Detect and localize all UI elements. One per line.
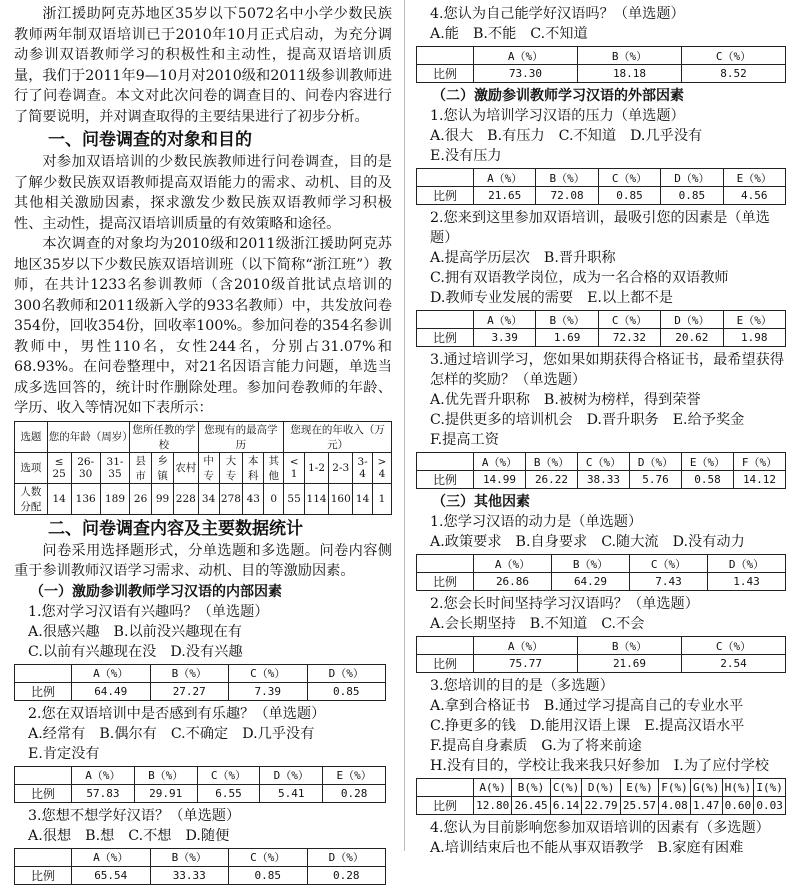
count-cell: 34 [198, 483, 219, 514]
percent-cell: 1.69 [536, 329, 598, 347]
table-header-row [417, 47, 786, 65]
other-question-1-table [416, 554, 786, 591]
question-1-table [14, 664, 386, 701]
table-row [15, 452, 392, 483]
empty-cell [417, 47, 474, 65]
column-header: A（%） [474, 453, 526, 471]
option-item: C.以前有兴趣现在没 [28, 643, 157, 660]
percent-cell: 6.14 [550, 797, 582, 815]
option-item: D.随便 [185, 827, 230, 844]
subjects-paragraph: 本次调查的对象均为2010级和2011级浙江援助阿克苏地区35岁以下少数民族双语培训班（以下简称“浙江班”）教师，在共计1233名参训教师（含2010级首批试点培训的300名教师和2011级新入学的933名教师）中，共发放问卷354份，回收354份，回收率100%。参加问卷的354名参训教师中，男性110名，女性244名，分别占31.07%和68.93%。在问卷整理中，对21名因语言能力问题，单选当成多选回答的，统计时作删除处理。参加问卷教师的年龄、学历、收入等情况如下表所示： [14, 236, 392, 416]
option-cell: 县市 [130, 452, 152, 483]
option-cell: ≤ 25 [47, 452, 71, 483]
percent-cell: 0.85 [229, 866, 308, 884]
column-header: A（%） [474, 169, 536, 187]
percent-cell: 7.43 [630, 573, 708, 591]
column-header: B（%） [552, 555, 630, 573]
count-cell: 160 [329, 483, 353, 514]
external-question-3-options [416, 390, 788, 450]
option-item: E.以上都不是 [587, 290, 673, 306]
option-item: B.被树为榜样，得到荣誉 [543, 392, 701, 408]
percent-cell: 0.28 [323, 784, 386, 802]
subsection-heading-other: （三）其他因素 [432, 494, 530, 510]
option-cell: 大专 [219, 452, 243, 483]
option-item: B.自身要求 [515, 534, 588, 550]
section-heading-2: 二、问卷调查内容及主要数据统计 [48, 518, 303, 539]
table-row [15, 784, 386, 802]
question-4: 4.您认为自己能学好汉语吗？（单选题） [430, 6, 685, 22]
option-cell: 其他 [264, 452, 284, 483]
table-row [417, 65, 786, 83]
percent-cell: 0.85 [598, 187, 660, 205]
percent-cell: 64.49 [72, 682, 151, 700]
column-header: E（%） [682, 453, 734, 471]
percent-cell: 0.03 [754, 797, 786, 815]
option-item: A.很想 [28, 827, 72, 844]
column-header: C（%） [197, 766, 260, 784]
empty-cell [417, 169, 474, 187]
empty-cell [15, 664, 72, 682]
column-header: G(%) [690, 779, 722, 797]
count-cell: 26 [130, 483, 152, 514]
percent-cell: 0.85 [307, 682, 386, 700]
column-header: B（%） [536, 311, 598, 329]
percent-cell: 12.80 [474, 797, 512, 815]
percent-cell: 29.91 [134, 784, 197, 802]
table-row [417, 471, 786, 489]
option-cell: 本科 [243, 452, 264, 483]
table-header-row [15, 664, 386, 682]
purpose-paragraph: 对参加双语培训的少数民族教师进行问卷调查，目的是了解少数民族双语教师提高双语能力的需求、动机、目的及其他相关激励因素，探求激发少数民族双语教师学习积极性、主动性，提高汉语培训质量的有效策略和途径。 [14, 154, 392, 232]
question-2: 2.您在双语培训中是否感到有乐趣？（单选题） [28, 705, 326, 722]
ratio-label: 比例 [417, 573, 474, 591]
option-item: B.通过学习提高自己的专业水平 [543, 698, 744, 714]
option-cell: > 4 [372, 452, 391, 483]
column-header: B（%） [150, 664, 229, 682]
ratio-label: 比例 [417, 187, 474, 205]
row-label: 人数分配 [15, 483, 48, 514]
percent-cell: 1.98 [723, 329, 785, 347]
percent-cell: 8.52 [682, 65, 786, 83]
column-header: B（%） [526, 453, 578, 471]
subsection-heading-external: （二）激励参训教师学习汉语的外部因素 [432, 88, 684, 104]
external-question-2-table [416, 310, 786, 347]
option-cell: 31-35 [100, 452, 129, 483]
ratio-label: 比例 [417, 655, 474, 673]
external-question-3: 3.通过培训学习，您如果如期获得合格证书，最希望获得怎样的奖励？（单选题） [430, 352, 785, 388]
table-header: 您现在的年收入（万元） [284, 421, 392, 452]
column-header: C（%） [229, 848, 308, 866]
option-item: F.提高自身素质 [430, 738, 528, 754]
percent-cell: 21.69 [578, 655, 682, 673]
option-item: D.没有动力 [672, 534, 745, 550]
percent-cell: 0.60 [722, 797, 754, 815]
option-item: F.提高工资 [430, 432, 499, 448]
question-2-options [14, 724, 392, 764]
percent-cell: 72.08 [536, 187, 598, 205]
column-header: D（%） [630, 453, 682, 471]
column-header: B(%) [512, 779, 550, 797]
other-question-2: 2.您会长时间坚持学习汉语吗？（单选题） [430, 596, 699, 612]
external-question-2-options [416, 248, 788, 308]
percent-cell: 20.62 [661, 329, 723, 347]
option-item: C.拥有双语教学岗位，成为一名合格的双语教师 [430, 270, 729, 286]
other-question-3-table [416, 778, 786, 815]
other-question-4: 4.您认为目前影响您参加双语培训的因素有（多选题） [430, 820, 770, 836]
table-row [15, 483, 392, 514]
column-header: F(%) [659, 779, 691, 797]
count-cell: 1 [372, 483, 391, 514]
percent-cell: 26.22 [526, 471, 578, 489]
percent-cell: 1.47 [690, 797, 722, 815]
option-cell: 中专 [198, 452, 219, 483]
right-column [406, 0, 802, 858]
table-header-row [417, 779, 786, 797]
question-2-table [14, 766, 386, 803]
count-cell: 43 [243, 483, 264, 514]
other-question-2-options [416, 614, 788, 634]
other-question-1-options [416, 532, 788, 552]
option-item: C.不知道 [558, 128, 617, 144]
table-row [417, 187, 786, 205]
other-question-1: 1.您学习汉语的动力是（单选题） [430, 514, 643, 530]
external-question-1-options [416, 126, 788, 166]
count-cell: 189 [100, 483, 129, 514]
column-divider [404, 0, 405, 851]
option-item: E.没有压力 [430, 148, 502, 164]
option-item: A.很感兴趣 [28, 623, 100, 640]
percent-cell: 7.39 [229, 682, 308, 700]
count-cell: 99 [152, 483, 174, 514]
percent-cell: 6.55 [197, 784, 260, 802]
table-row [15, 682, 386, 700]
external-question-3-table [416, 452, 786, 489]
percent-cell: 25.57 [620, 797, 658, 815]
option-item: D.没有兴趣 [170, 643, 243, 660]
percent-cell: 18.18 [578, 65, 682, 83]
question-1: 1.您对学习汉语有兴趣吗？（单选题） [28, 603, 269, 620]
subsection-heading-internal: （一）激励参训教师学习汉语的内部因素 [30, 583, 282, 600]
column-header: C（%） [630, 555, 708, 573]
question-3-options [14, 826, 392, 846]
percent-cell: 64.29 [552, 573, 630, 591]
percent-cell: 26.86 [474, 573, 552, 591]
count-cell: 55 [284, 483, 305, 514]
option-cell: 1-2 [304, 452, 328, 483]
option-item: C.不会 [601, 616, 645, 632]
option-item: B.不能 [472, 26, 517, 42]
percent-cell: 2.54 [682, 655, 786, 673]
option-cell: 乡镇 [152, 452, 174, 483]
count-cell: 228 [174, 483, 199, 514]
option-cell: < 1 [284, 452, 305, 483]
demographics-table [14, 421, 392, 515]
column-header: D（%） [661, 169, 723, 187]
column-header: C（%） [598, 311, 660, 329]
percent-cell: 3.39 [474, 329, 536, 347]
table-header: 您的年龄（周岁） [47, 421, 129, 452]
external-question-1: 1.您认为培训学习汉语的压力（单选题） [430, 108, 685, 124]
column-header: C（%） [229, 664, 308, 682]
option-item: A.能 [430, 26, 459, 42]
option-item: G.为了将来前途 [541, 738, 642, 754]
option-item: B.家庭有困难 [657, 840, 744, 856]
option-item: A.会长期坚持 [430, 616, 516, 632]
question-4-table [416, 46, 786, 83]
table-header-row [417, 169, 786, 187]
option-item: C.提供更多的培训机会 [430, 412, 573, 428]
count-cell: 0 [264, 483, 284, 514]
empty-cell [15, 766, 72, 784]
option-item: B.想 [85, 827, 115, 844]
percent-cell: 33.33 [150, 866, 229, 884]
count-cell: 278 [219, 483, 243, 514]
ratio-label: 比例 [417, 797, 474, 815]
option-item: C.不想 [128, 827, 172, 844]
percent-cell: 1.43 [708, 573, 786, 591]
external-question-1-table [416, 168, 786, 205]
empty-cell [417, 779, 474, 797]
column-header: C（%） [578, 453, 630, 471]
option-item: H.没有目的，学校让我来我只好参加 [430, 758, 660, 774]
option-item: A.很大 [430, 128, 474, 144]
percent-cell: 14.99 [474, 471, 526, 489]
table-header-row [417, 453, 786, 471]
column-header: A（%） [72, 664, 151, 682]
column-header: B（%） [150, 848, 229, 866]
option-item: A.培训结束后也不能从事双语教学 [430, 840, 644, 856]
table-header-row [417, 637, 786, 655]
option-cell: 3-4 [353, 452, 373, 483]
column-header: E（%） [323, 766, 386, 784]
other-question-3: 3.您培训的目的是（多选题） [430, 678, 614, 694]
column-header: A（%） [72, 766, 135, 784]
percent-cell: 38.33 [578, 471, 630, 489]
empty-cell [417, 453, 474, 471]
ratio-label: 比例 [417, 65, 474, 83]
column-header: B（%） [578, 47, 682, 65]
empty-cell [417, 311, 474, 329]
percent-cell: 73.30 [474, 65, 578, 83]
table-row [417, 573, 786, 591]
percent-cell: 22.79 [582, 797, 620, 815]
percent-cell: 5.41 [260, 784, 323, 802]
percent-cell: 0.85 [661, 187, 723, 205]
column-header: C（%） [682, 637, 786, 655]
table-row [417, 329, 786, 347]
option-item: B.有压力 [487, 128, 545, 144]
column-header: A（%） [474, 637, 578, 655]
option-item: A.经常有 [28, 725, 86, 742]
percent-cell: 21.65 [474, 187, 536, 205]
option-item: D.晋升职务 [586, 412, 659, 428]
question-3: 3.您想不想学好汉语？（单选题） [28, 807, 241, 824]
column-header: C（%） [682, 47, 786, 65]
option-item: B.以前没兴趣现在有 [113, 623, 242, 640]
external-question-2: 2.您来到这里参加双语培训，最吸引您的因素是（单选题） [430, 210, 770, 246]
row-label: 选项 [15, 452, 48, 483]
table-header: 您所任教的学校 [130, 421, 198, 452]
column-header: D（%） [260, 766, 323, 784]
table-row [417, 797, 786, 815]
column-header: D（%） [661, 311, 723, 329]
column-header: C(%) [550, 779, 582, 797]
intro-paragraph: 浙江援助阿克苏地区35岁以下5072名中小学少数民族教师两年制双语培训已于2010年10月正式启动，为充分调动参训双语教师学习的积极性和主动性，提高双语培训质量，我们于2011年9—10月对2010级和2011级参训教师进行了问卷调查。本文对此次问卷的调查目的、问卷内容进行了简要说明，并对调查取得的主要结果进行了初步分析。 [14, 6, 392, 125]
question-1-options [14, 622, 392, 662]
column-header: D（%） [307, 848, 386, 866]
column-header: E（%） [723, 311, 785, 329]
section-heading-1: 一、问卷调查的对象和目的 [48, 130, 252, 150]
table-header: 选题 [15, 421, 48, 452]
option-item: C.不确定 [170, 725, 229, 742]
question-3-table [14, 848, 386, 885]
column-header: A（%） [72, 848, 151, 866]
option-item: B.不知道 [529, 616, 588, 632]
column-header: B（%） [134, 766, 197, 784]
option-item: B.晋升职称 [543, 250, 616, 266]
column-header: F（%） [734, 453, 786, 471]
other-question-4-options [416, 838, 788, 858]
percent-cell: 0.58 [682, 471, 734, 489]
option-item: B.偶尔有 [99, 725, 157, 742]
table-header: 您现有的最高学历 [198, 421, 284, 452]
other-question-3-options [416, 696, 788, 776]
option-item: C.挣更多的钱 [430, 718, 516, 734]
option-item: E.给予奖金 [672, 412, 745, 428]
option-item: D.几乎没有 [630, 128, 703, 144]
column-header: C（%） [598, 169, 660, 187]
empty-cell [417, 637, 474, 655]
percent-cell: 65.54 [72, 866, 151, 884]
column-header: D（%） [307, 664, 386, 682]
table-row [15, 866, 386, 884]
column-header: D(%) [582, 779, 620, 797]
column-header: D（%） [708, 555, 786, 573]
table-row [417, 655, 786, 673]
option-item: A.提高学历层次 [430, 250, 530, 266]
ratio-label: 比例 [15, 682, 72, 700]
percent-cell: 4.08 [659, 797, 691, 815]
option-item: C.随大流 [601, 534, 659, 550]
count-cell: 14 [353, 483, 373, 514]
ratio-label: 比例 [417, 471, 474, 489]
empty-cell [417, 555, 474, 573]
percent-cell: 72.32 [598, 329, 660, 347]
column-header: A（%） [474, 311, 536, 329]
ratio-label: 比例 [15, 784, 72, 802]
count-cell: 136 [71, 483, 100, 514]
table-header-row [417, 555, 786, 573]
percent-cell: 0.28 [307, 866, 386, 884]
option-cell: 26-30 [71, 452, 100, 483]
table-header-row [15, 766, 386, 784]
column-header: A（%） [474, 47, 578, 65]
option-item: A.拿到合格证书 [430, 698, 530, 714]
percent-cell: 27.27 [150, 682, 229, 700]
column-header: B（%） [536, 169, 598, 187]
question-4-options [416, 24, 788, 44]
option-cell: 农村 [174, 452, 199, 483]
ratio-label: 比例 [417, 329, 474, 347]
column-header: B（%） [578, 637, 682, 655]
option-item: A.政策要求 [430, 534, 502, 550]
option-item: D.教师专业发展的需要 [430, 290, 574, 306]
percent-cell: 75.77 [474, 655, 578, 673]
option-item: E.提高汉语水平 [644, 718, 745, 734]
percent-cell: 57.83 [72, 784, 135, 802]
column-header: A(%) [474, 779, 512, 797]
percent-cell: 14.12 [734, 471, 786, 489]
option-cell: 2-3 [329, 452, 353, 483]
ratio-label: 比例 [15, 866, 72, 884]
count-cell: 114 [304, 483, 328, 514]
count-cell: 14 [47, 483, 71, 514]
column-header: E（%） [723, 169, 785, 187]
option-item: C.不知道 [530, 26, 588, 42]
option-item: I.为了应付学校 [673, 758, 769, 774]
table-header-row [417, 311, 786, 329]
method-paragraph: 问卷采用选择题形式，分单选题和多选题。问卷内容侧重于参训教师汉语学习需求、动机、目的等激励因素。 [14, 542, 392, 579]
percent-cell: 5.76 [630, 471, 682, 489]
column-header: H(%) [722, 779, 754, 797]
column-header: A（%） [474, 555, 552, 573]
option-item: D.能用汉语上课 [529, 718, 631, 734]
option-item: A.优先晋升职称 [430, 392, 530, 408]
option-item: D.几乎没有 [242, 725, 315, 742]
other-question-2-table [416, 636, 786, 673]
percent-cell: 26.45 [512, 797, 550, 815]
percent-cell: 4.56 [723, 187, 785, 205]
column-header: I(%) [754, 779, 786, 797]
column-header: E(%) [620, 779, 658, 797]
option-item: E.肯定没有 [28, 745, 100, 762]
